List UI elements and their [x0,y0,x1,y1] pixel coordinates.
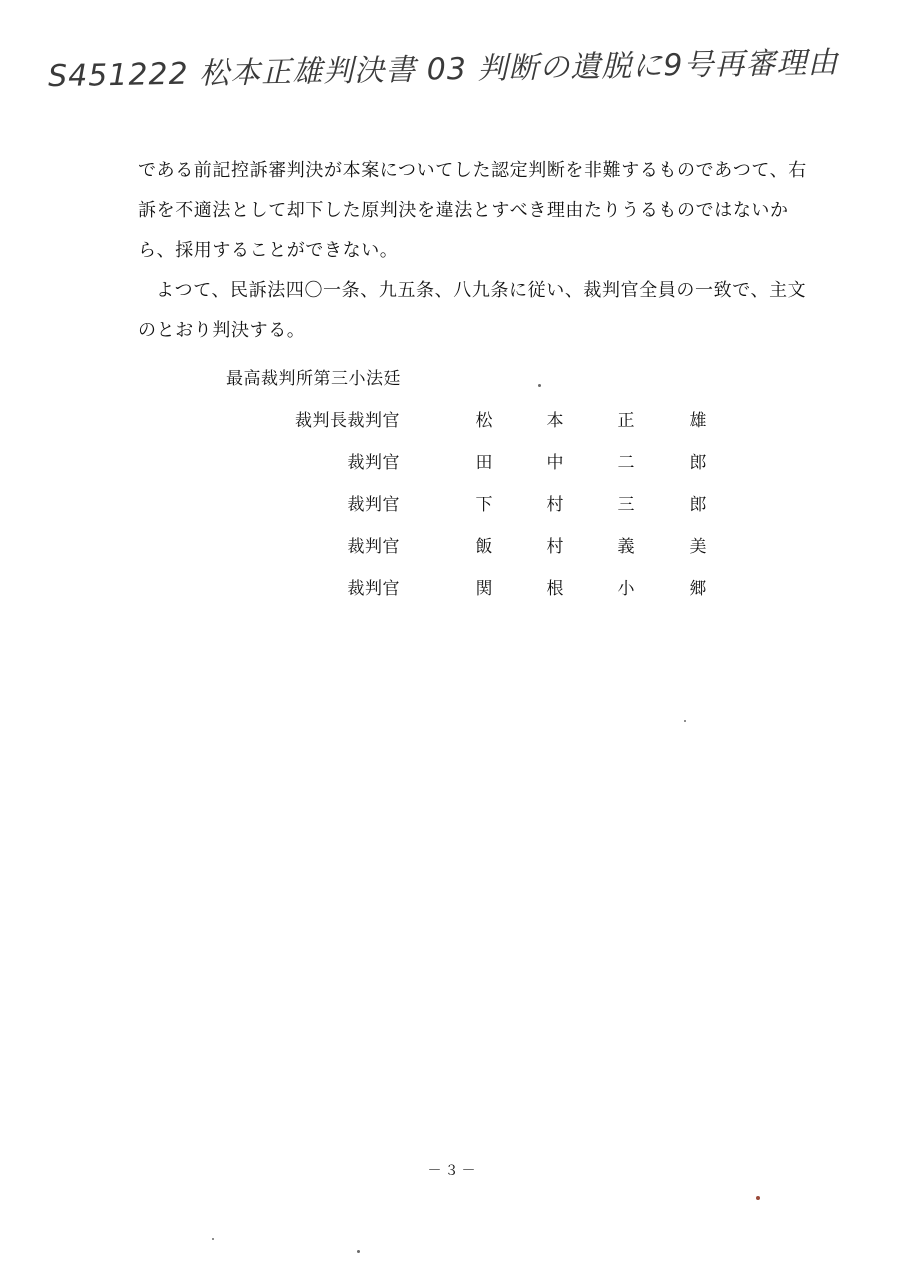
judge-name-char: 村 [546,537,564,557]
judge-name-char: 松 [475,411,493,431]
judge-title: 裁判官 [347,453,400,473]
judge-name-char: 根 [546,579,564,599]
judge-title: 裁判長裁判官 [295,411,400,431]
scan-speck [684,720,686,722]
judge-name-char: 美 [689,537,707,557]
judge-name-char: 郎 [689,453,707,473]
judge-row [0,448,906,478]
handwritten-annotation: S451222 松本正雄判決書 03 判断の遺脱に9号再審理由 [47,45,839,95]
judge-name-char: 正 [617,411,635,431]
scan-speck [538,384,541,387]
scan-speck [357,1250,360,1253]
judge-name-char: 雄 [689,411,707,431]
judge-name-char: 二 [617,453,635,473]
judgment-body [138,151,808,351]
judge-name-char: 三 [617,495,635,515]
judge-name-char: 中 [546,453,564,473]
judge-name-char: 本 [546,411,564,431]
judge-row [0,406,906,436]
judge-name-char: 義 [617,537,635,557]
judge-row [0,574,906,604]
judge-title: 裁判官 [347,537,400,557]
judge-row [0,490,906,520]
paragraph-conclusion: よつて、民訴法四〇一条、九五条、八九条に従い、裁判官全員の一致で、主文のとおり判決する。 [138,280,807,341]
scan-speck [756,1196,760,1200]
court-name: 最高裁判所第三小法廷 [226,369,401,389]
judge-name-char: 関 [475,579,493,599]
scan-speck [212,1238,214,1240]
judge-title: 裁判官 [347,579,400,599]
judge-name-char: 郎 [689,495,707,515]
judge-name-char: 飯 [475,537,493,557]
judge-name-char: 下 [475,495,493,515]
judge-row [0,532,906,562]
judge-title: 裁判官 [347,495,400,515]
judge-name-char: 小 [617,579,635,599]
page-number: －３－ [427,1163,479,1179]
judge-name-char: 村 [546,495,564,515]
judge-name-char: 田 [475,453,493,473]
judge-name-char: 郷 [689,579,707,599]
paragraph-reasoning: である前記控訴審判決が本案についてした認定判断を非難するものであつて、右訴を不適法として却下した原判決を違法とすべき理由たりうるものではないから、採用することができない。 [138,160,807,261]
